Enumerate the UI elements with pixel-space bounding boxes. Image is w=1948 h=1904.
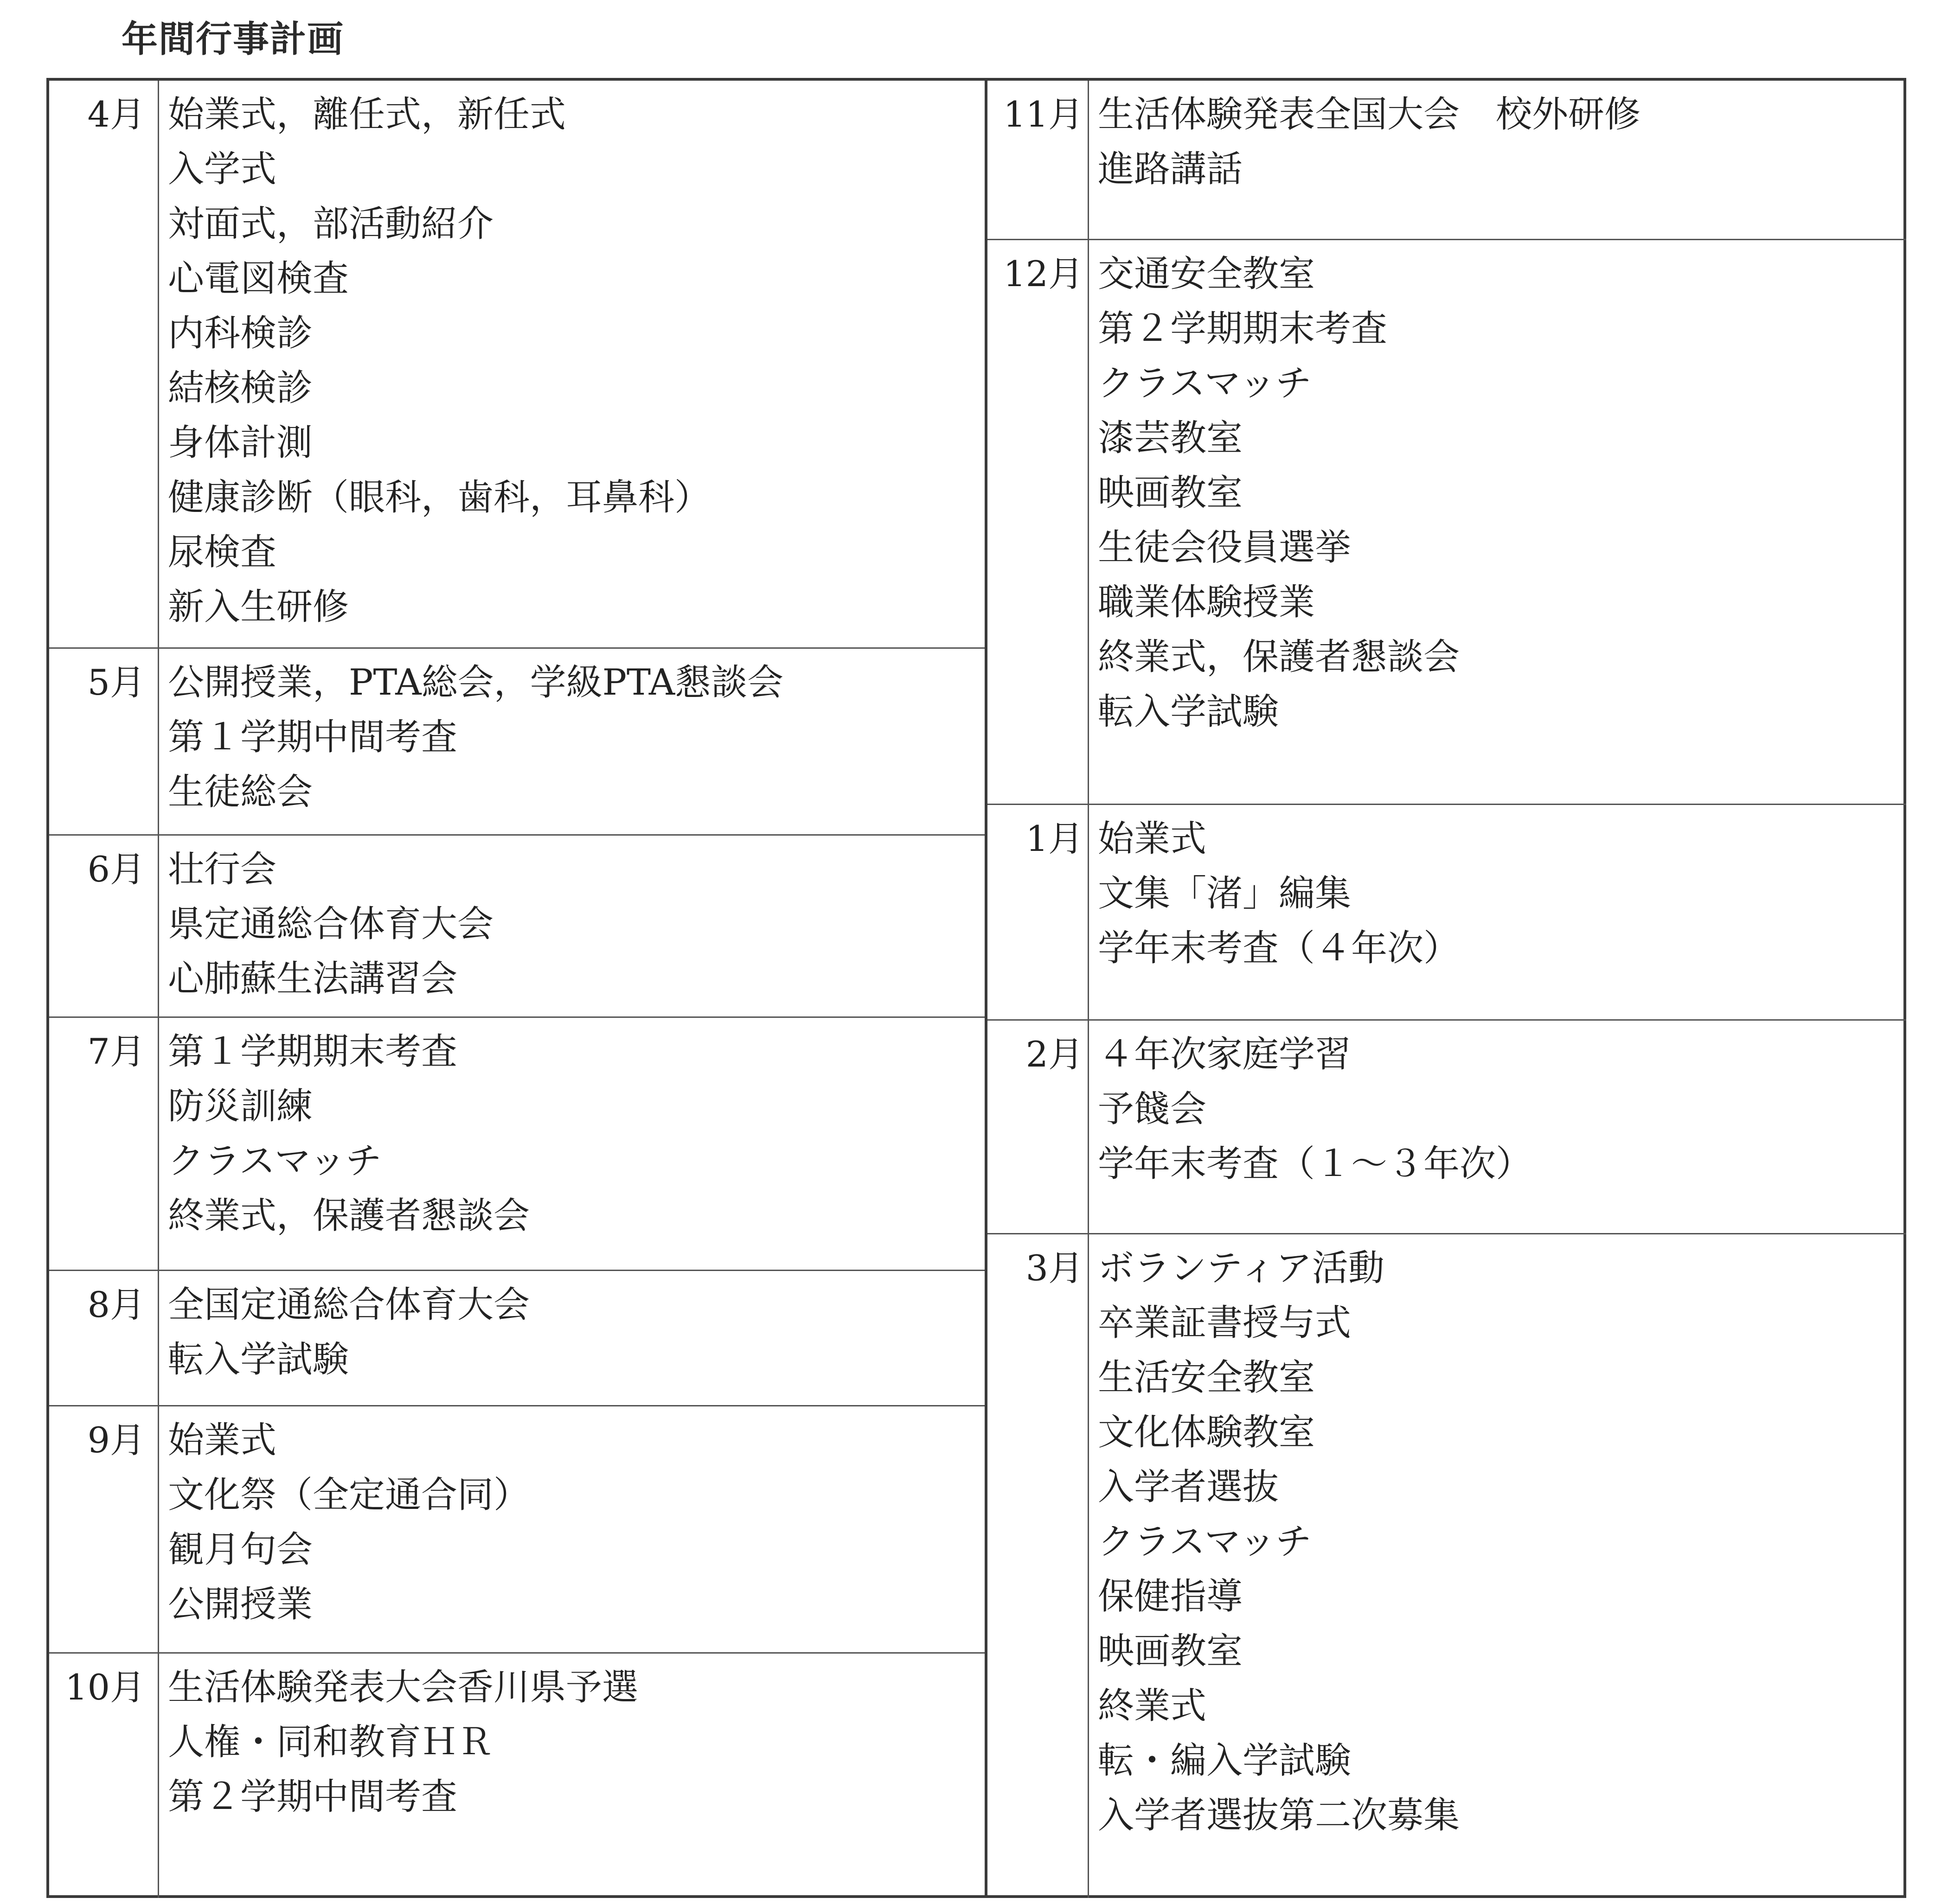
event-item: 生徒総会 <box>168 771 313 813</box>
event-item: 学年末考査（１～３年次） <box>1098 1143 1532 1185</box>
month-label: 9月 <box>87 1419 145 1461</box>
event-item: 映画教室 <box>1098 1630 1243 1672</box>
annual-schedule-table <box>46 78 1906 1898</box>
month-label: 4月 <box>87 94 145 135</box>
event-item: 進路講話 <box>1098 148 1243 190</box>
month-row <box>49 1405 985 1652</box>
month-row <box>987 239 1906 804</box>
event-item: 第１学期中間考査 <box>168 716 458 758</box>
label-divider <box>1088 1234 1089 1898</box>
label-divider <box>158 81 159 647</box>
event-item: 卒業証書授与式 <box>1098 1302 1352 1344</box>
event-item: 入学者選抜第二次募集 <box>1098 1795 1460 1836</box>
event-item: 入学者選抜 <box>1098 1466 1279 1508</box>
event-item: 転・編入学試験 <box>1098 1740 1352 1782</box>
event-list <box>168 87 975 634</box>
month-label: 1月 <box>1025 818 1083 859</box>
label-divider <box>158 649 159 834</box>
event-item: 文化体験教室 <box>1098 1412 1315 1453</box>
event-item: 健康診断（眼科，歯科，耳鼻科） <box>168 477 711 518</box>
label-divider <box>1088 81 1089 239</box>
event-item: 尿検査 <box>168 531 277 573</box>
month-row <box>49 1652 985 1898</box>
month-row <box>49 647 985 834</box>
month-label: 3月 <box>1025 1247 1083 1289</box>
event-item: 終業式 <box>1098 1685 1207 1727</box>
event-item: 生活安全教室 <box>1098 1357 1315 1399</box>
event-item: 心電図検査 <box>168 258 349 300</box>
month-row <box>987 1019 1906 1233</box>
event-item: 始業式，離任式，新任式 <box>168 94 566 135</box>
event-list <box>168 1660 975 1824</box>
event-item: 内科検診 <box>168 313 313 354</box>
event-list <box>168 1413 975 1632</box>
event-item: 観月句会 <box>168 1529 313 1571</box>
month-row <box>49 81 985 647</box>
event-item: ボランティア活動 <box>1098 1247 1384 1289</box>
event-item: 結核検診 <box>168 367 313 409</box>
label-divider <box>158 1271 159 1405</box>
event-item: 新入生研修 <box>168 586 349 628</box>
month-label: 7月 <box>87 1031 145 1072</box>
event-item: 映画教室 <box>1098 472 1243 514</box>
event-item: 終業式，保護者懇談会 <box>1098 636 1460 678</box>
month-row <box>987 804 1906 1019</box>
event-item: 文化祭（全定通合同） <box>168 1474 530 1516</box>
event-item: 職業体験授業 <box>1098 581 1315 623</box>
label-divider <box>158 1654 159 1898</box>
event-item: 全国定通総合体育大会 <box>168 1284 530 1326</box>
event-item: クラスマッチ <box>1098 363 1312 404</box>
event-item: 公開授業，PTA総会，学級PTA懇談会 <box>168 662 784 703</box>
label-divider <box>1088 1021 1089 1233</box>
label-divider <box>1088 805 1089 1019</box>
event-item: 身体計測 <box>168 422 313 464</box>
event-item: 壮行会 <box>168 849 277 890</box>
event-item: 公開授業 <box>168 1584 313 1625</box>
event-item: 文集「渚」編集 <box>1098 873 1352 914</box>
month-label: 12月 <box>1003 253 1083 294</box>
month-label: 5月 <box>87 662 145 703</box>
event-list <box>1098 1027 1897 1191</box>
event-list <box>168 1024 975 1243</box>
event-list <box>1098 811 1897 976</box>
event-item: クラスマッチ <box>1098 1521 1312 1563</box>
event-item: 入学式 <box>168 148 277 190</box>
month-label: 2月 <box>1025 1034 1083 1075</box>
event-item: 漆芸教室 <box>1098 417 1243 459</box>
event-list <box>1098 87 1897 197</box>
label-divider <box>1088 240 1089 804</box>
event-list <box>168 842 975 1006</box>
event-item: 生活体験発表全国大会 校外研修 <box>1098 94 1641 135</box>
event-item: 交通安全教室 <box>1098 253 1315 295</box>
month-label: 6月 <box>87 849 145 890</box>
event-item: 転入学試験 <box>1098 691 1279 733</box>
event-item: 心肺蘇生法講習会 <box>168 958 458 1000</box>
event-item: 第１学期期末考査 <box>168 1031 458 1073</box>
label-divider <box>158 836 159 1016</box>
event-list <box>168 1278 975 1387</box>
month-row <box>987 81 1906 239</box>
event-item: 始業式 <box>1098 818 1207 860</box>
event-item: クラスマッチ <box>168 1140 382 1182</box>
event-item: 防災訓練 <box>168 1086 313 1127</box>
month-row <box>49 1270 985 1405</box>
event-item: 生徒会役員選挙 <box>1098 527 1352 569</box>
month-row <box>987 1233 1906 1898</box>
event-item: 県定通総合体育大会 <box>168 903 494 945</box>
month-label: 8月 <box>87 1284 145 1325</box>
label-divider <box>158 1406 159 1652</box>
event-item: 転入学試験 <box>168 1339 349 1380</box>
event-item: 人権・同和教育ＨＲ <box>168 1721 494 1763</box>
page-title: 年間行事計画 <box>122 19 345 60</box>
event-item: 終業式，保護者懇談会 <box>168 1195 530 1237</box>
event-item: 第２学期中間考査 <box>168 1776 458 1818</box>
event-list <box>1098 1241 1897 1843</box>
event-item: 生活体験発表大会香川県予選 <box>168 1667 639 1708</box>
month-label: 10月 <box>65 1667 145 1708</box>
month-row <box>49 834 985 1016</box>
event-item: 対面式，部活動紹介 <box>168 203 494 245</box>
event-item: ４年次家庭学習 <box>1098 1034 1352 1075</box>
event-item: 第２学期期末考査 <box>1098 308 1388 350</box>
label-divider <box>158 1018 159 1270</box>
event-item: 始業式 <box>168 1419 277 1461</box>
month-row <box>49 1016 985 1270</box>
event-list <box>1098 247 1897 739</box>
event-list <box>168 655 975 819</box>
month-label: 11月 <box>1003 94 1083 135</box>
event-item: 学年末考査（４年次） <box>1098 927 1460 969</box>
event-item: 予餞会 <box>1098 1088 1207 1130</box>
event-item: 保健指導 <box>1098 1576 1243 1617</box>
